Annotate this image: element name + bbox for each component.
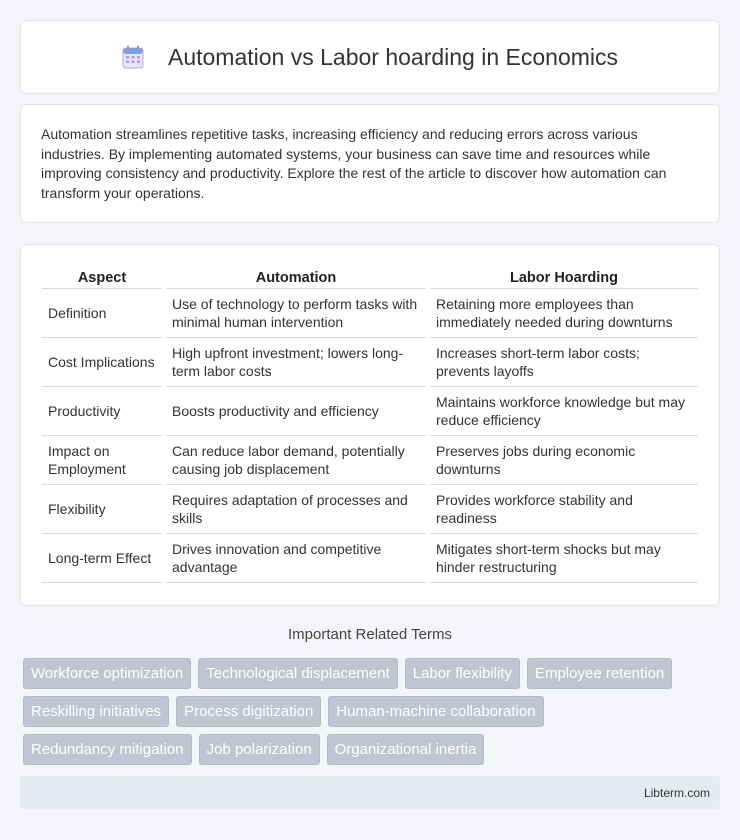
table-row [42, 387, 698, 436]
page-title: Automation vs Labor hoarding in Economics [167, 43, 619, 70]
term-tag[interactable]: Organizational inertia [327, 734, 485, 765]
footer-link[interactable]: Libterm.com [643, 785, 710, 800]
column-header: Aspect [42, 265, 162, 289]
table-cell: Definition [42, 289, 162, 338]
related-terms-list [23, 658, 723, 772]
table-cell: Preserves jobs during economic downturns [430, 436, 698, 485]
column-header: Automation [166, 265, 426, 289]
term-tag[interactable]: Reskilling initiatives [23, 696, 169, 727]
table-cell: Can reduce labor demand, potentially causing job displacement [166, 436, 426, 485]
table-cell: Drives innovation and competitive advantage [166, 534, 426, 583]
table-row [42, 289, 698, 338]
table-cell: Use of technology to perform tasks with minimal human intervention [166, 289, 426, 338]
table-cell: High upfront investment; lowers long-term labor costs [166, 338, 426, 387]
table-row [42, 436, 698, 485]
table-cell: Increases short-term labor costs; prevents layoffs [430, 338, 698, 387]
table-row [42, 534, 698, 583]
table-row [42, 485, 698, 534]
table-cell: Productivity [42, 387, 162, 436]
header-card [20, 20, 720, 94]
term-tag[interactable]: Employee retention [527, 658, 672, 689]
term-tag[interactable]: Human-machine collaboration [328, 696, 543, 727]
comparison-table-card [20, 244, 720, 606]
intro-text: Automation streamlines repetitive tasks, increasing efficiency and reducing errors across various industries. By implementing automated systems, your business can save time and resources while improving consistency and productivity. Explore the rest of the article to discover how automation can transform your operations. [41, 126, 667, 201]
term-tag[interactable]: Technological displacement [198, 658, 397, 689]
table-cell: Cost Implications [42, 338, 162, 387]
term-tag[interactable]: Workforce optimization [23, 658, 191, 689]
term-tag[interactable]: Labor flexibility [405, 658, 520, 689]
table-cell: Provides workforce stability and readiness [430, 485, 698, 534]
table-header-row [42, 265, 698, 289]
comparison-table [38, 265, 702, 583]
term-tag[interactable]: Process digitization [176, 696, 321, 727]
intro-card [20, 104, 720, 223]
calendar-icon [122, 45, 144, 69]
table-cell: Boosts productivity and efficiency [166, 387, 426, 436]
table-cell: Mitigates short-term shocks but may hinder restructuring [430, 534, 698, 583]
table-cell: Flexibility [42, 485, 162, 534]
term-tag[interactable]: Redundancy mitigation [23, 734, 192, 765]
table-cell: Requires adaptation of processes and skills [166, 485, 426, 534]
table-cell: Long-term Effect [42, 534, 162, 583]
related-terms-title: Important Related Terms [288, 626, 452, 643]
table-row [42, 338, 698, 387]
column-header: Labor Hoarding [430, 265, 698, 289]
table-cell: Maintains workforce knowledge but may reduce efficiency [430, 387, 698, 436]
term-tag[interactable]: Job polarization [199, 734, 320, 765]
table-cell: Retaining more employees than immediately needed during downturns [430, 289, 698, 338]
table-cell: Impact on Employment [42, 436, 162, 485]
footer [20, 776, 720, 809]
